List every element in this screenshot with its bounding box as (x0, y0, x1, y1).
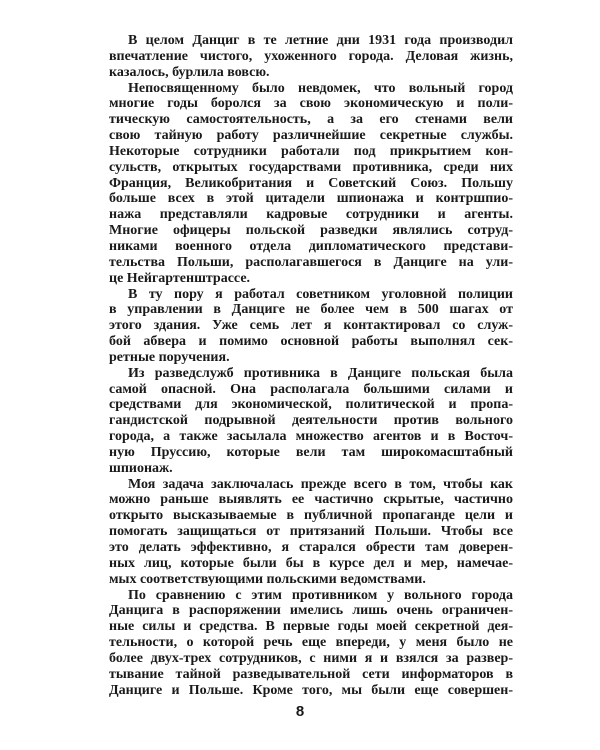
text-line: ных лиц, которые были бы в курсе дел и мер, намечае- (109, 555, 513, 571)
text-line: помогать защищаться от притязаний Польши. Чтобы все (109, 524, 513, 540)
text-line: казалось, бурлила вовсю. (109, 64, 270, 80)
text-line: более двух-трех сотрудников, с ними я и взялся за развер- (109, 650, 513, 666)
text-line: можно раньше выявлять ее частично скрытые, частично (109, 492, 513, 508)
text-line: больше всех в этой цитадели шпионажа и контршпио- (109, 191, 513, 207)
text-line: це Нейгартенштрассе. (109, 270, 251, 286)
text-line: нажа представляли кадровые сотрудники и агенты. (109, 207, 513, 223)
text-line: тельности, о которой речь еще впереди, у меня было не (109, 635, 513, 651)
text-line: По сравнению с этим противником у вольного города (128, 587, 513, 603)
paragraph (109, 287, 513, 366)
text-line: Данцига в распоряжении имелись лишь очень ограничен- (109, 603, 513, 619)
text-line: Данциге и Польше. Кроме того, мы были еще совершен- (109, 682, 513, 698)
paragraph (109, 366, 513, 477)
text-line: ную Пруссию, которые вели там широкомасштабный (109, 444, 513, 460)
text-line: Моя задача заключалась прежде всего в том, чтобы как (128, 476, 513, 492)
text-line: ретные поручения. (109, 349, 230, 365)
page-body-text (109, 33, 513, 698)
text-line: мых соответствующими польскими ведомствами. (109, 571, 426, 587)
paragraph (109, 477, 513, 588)
text-line: В ту пору я работал советником уголовной полиции (128, 286, 513, 302)
text-line: Некоторые сотрудники работали под прикрытием кон- (109, 143, 513, 159)
text-line: ные силы и средства. В первые годы моей секретной дея- (109, 619, 513, 635)
paragraph (109, 588, 513, 699)
text-line: свою тайную работу различнейшие секретные службы. (109, 128, 513, 144)
text-line: этого здания. Уже семь лет я контактировал со служ- (109, 318, 513, 334)
text-line: города, а также засылала множество агентов и в Восточ- (109, 429, 513, 445)
text-line: бой абвера и помимо основной работы выполнял сек- (109, 334, 513, 350)
text-line: тическую самостоятельность, а за его стенами вели (109, 112, 513, 128)
text-line: впечатление чистого, ухоженного города. Деловая жизнь, (109, 48, 513, 64)
text-line: Многие офицеры польской разведки являлись сотруд- (109, 223, 513, 239)
text-line: никами военного отдела дипломатического представи- (109, 238, 513, 254)
text-line: в управлении в Данциге не более чем в 500 шагах от (109, 302, 513, 318)
paragraph (109, 81, 513, 287)
text-line: В целом Данциг в те летние дни 1931 года производил (128, 33, 513, 48)
text-line: Франция, Великобритания и Советский Союз. Польшу (109, 175, 513, 191)
text-line: многие годы боролся за свою экономическую и поли- (109, 96, 513, 112)
page-number: 8 (295, 703, 305, 720)
paragraph (109, 33, 513, 81)
text-line: Из разведслужб противника в Данциге польская была (128, 365, 513, 381)
text-line: средствами для экономической, политической и пропа- (109, 397, 513, 413)
text-line: тывание тайной разведывательной сети информаторов в (109, 666, 513, 682)
text-line: самой опасной. Она располагала большими силами и (109, 381, 513, 397)
text-line: Непосвященному было невдомек, что вольный город (128, 80, 513, 96)
text-line: открыто высказываемые в публичной пропаганде цели и (109, 508, 513, 524)
text-line: сульств, открытых государствами противника, среди них (109, 159, 513, 175)
text-line: шпионаж. (109, 460, 173, 476)
text-line: тельства Польши, располагавшегося в Данциге на ули- (109, 254, 513, 270)
text-line: гандистской подрывной деятельности против вольного (109, 413, 513, 429)
text-line: это делать эффективно, я старался обрести там доверен- (109, 540, 513, 555)
